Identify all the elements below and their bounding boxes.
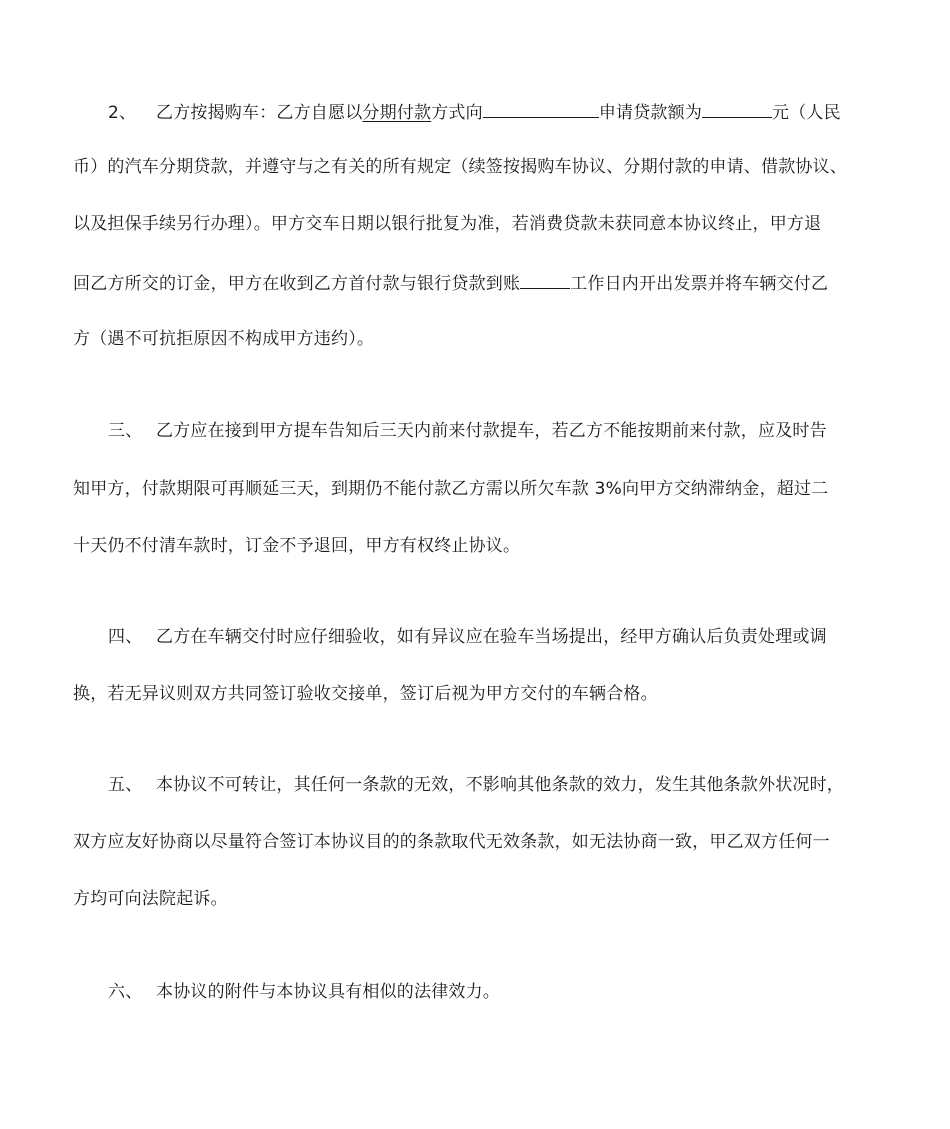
clause-2-line-3 bbox=[73, 212, 888, 236]
clause-2-line-5 bbox=[73, 327, 888, 351]
clause-6-text-l1: 本协议的附件与本协议具有相似的法律效力。 bbox=[156, 982, 500, 1002]
clause-4-text-l1: 乙方在车辆交付时应仔细验收，如有异议应在验车当场提出，经甲方确认后负责处理或调 bbox=[156, 627, 827, 647]
clause-2-text-a: 乙方按揭购车：乙方自愿以 bbox=[156, 103, 363, 123]
clause-5-line-3 bbox=[73, 887, 888, 911]
clause-2-underlined-term: 分期付款 bbox=[362, 103, 432, 123]
clause-4-text-l2: 换，若无异议则双方共同签订验收交接单，签订后视为甲方交付的车辆合格。 bbox=[73, 684, 658, 704]
clause-3-text-l3: 十天仍不付清车款时，订金不予退回，甲方有权终止协议。 bbox=[73, 536, 521, 556]
clause-2-text-l3: 以及担保手续另行办理）。甲方交车日期以银行批复为准，若消费贷款未获同意本协议终止，甲方退 bbox=[73, 214, 822, 234]
clause-2-text-c: 申请贷款额为 bbox=[598, 103, 703, 123]
clause-4-line-1 bbox=[73, 625, 888, 649]
clause-5-line-1 bbox=[73, 773, 888, 797]
workdays-blank bbox=[520, 269, 570, 289]
lender-blank bbox=[483, 98, 599, 118]
clause-3-line-2 bbox=[73, 477, 888, 501]
clause-5-text-l3: 方均可向法院起诉。 bbox=[73, 889, 228, 909]
clause-2-text-d: 元（人民 bbox=[772, 103, 841, 123]
clause-5-number: 五、 bbox=[108, 775, 143, 795]
clause-2-text-l4b: 工作日内开出发票并将车辆交付乙 bbox=[570, 274, 829, 294]
clause-2-text-l2: 币）的汽车分期贷款，并遵守与之有关的所有规定（续签按揭购车协议、分期付款的申请、借款协议、 bbox=[73, 157, 847, 177]
clause-2-text-l4a: 回乙方所交的订金，甲方在收到乙方首付款与银行贷款到账 bbox=[73, 274, 521, 294]
clause-2-line-1 bbox=[73, 98, 888, 122]
clause-3-line-3 bbox=[73, 534, 888, 558]
clause-3-line-1 bbox=[73, 419, 888, 443]
clause-6-number: 六、 bbox=[108, 982, 143, 1002]
clause-2-text-b: 方式向 bbox=[431, 103, 483, 123]
clause-2-line-4 bbox=[73, 269, 888, 293]
clause-2-number: 2、 bbox=[108, 103, 137, 123]
clause-2-line-2 bbox=[73, 155, 888, 179]
clause-4-line-2 bbox=[73, 682, 888, 706]
clause-5-text-l1: 本协议不可转让，其任何一条款的无效，不影响其他条款的效力，发生其他条款外状况时， bbox=[156, 775, 844, 795]
clause-2-text-l5: 方（遇不可抗拒原因不构成甲方违约）。 bbox=[73, 329, 375, 349]
clause-6-line-1 bbox=[73, 980, 888, 1004]
clause-4-number: 四、 bbox=[108, 627, 143, 647]
clause-3-text-l2: 知甲方，付款期限可再顺延三天，到期仍不能付款乙方需以所欠车款 3%向甲方交纳滞纳金，超过二 bbox=[73, 479, 829, 499]
clause-5-line-2 bbox=[73, 830, 888, 854]
clause-3-number: 三、 bbox=[108, 421, 143, 441]
clause-3-text-l1: 乙方应在接到甲方提车告知后三天内前来付款提车，若乙方不能按期前来付款，应及时告 bbox=[156, 421, 827, 441]
clause-5-text-l2: 双方应友好协商以尽量符合签订本协议目的的条款取代无效条款，如无法协商一致，甲乙双方任何一 bbox=[73, 832, 830, 852]
loan-amount-blank bbox=[702, 98, 772, 118]
